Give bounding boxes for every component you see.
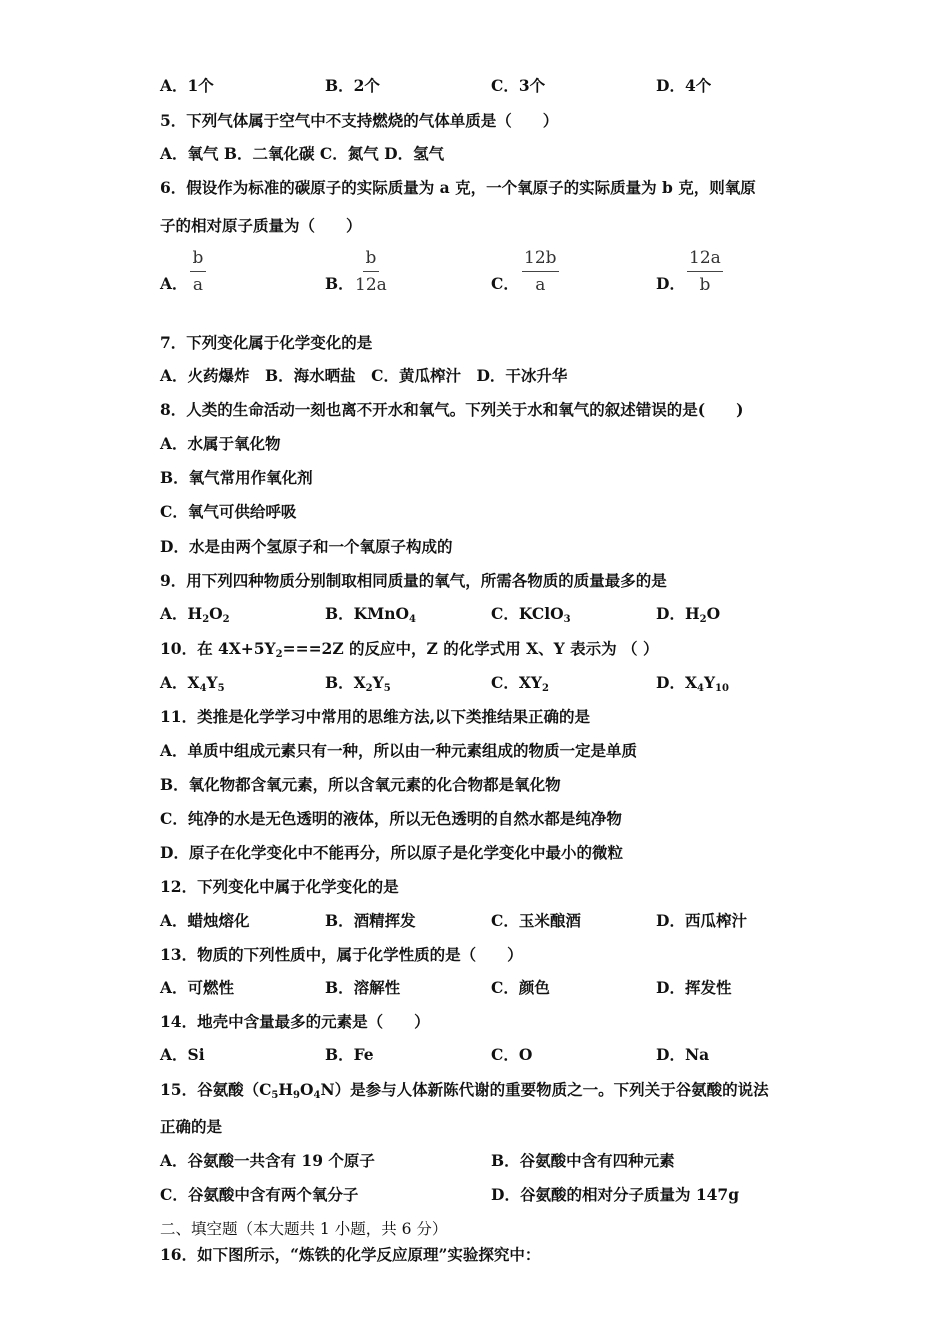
denominator: a [535,275,546,295]
numerator: b [363,248,379,272]
q6-option-a-label: A． [160,274,188,293]
q10-option-d: D．$X_4Y_{10}$ [656,673,729,694]
q6-stem-line1: 6．假设作为标准的碳原子的实际质量为 a 克，一个氧原子的实际质量为 b 克，则氧原 [160,178,756,197]
q12-option-c: C．玉米酿酒 [491,911,581,930]
q11-option-b: B．氧化物都含氧元素，所以含氧元素的化合物都是氧化物 [160,775,561,794]
q11-stem: 11．类推是化学学习中常用的思维方法,以下类推结果正确的是 [160,707,590,726]
q4-option-d: D．4个 [656,76,712,95]
numerator: 12a [687,248,723,272]
q10-option-c: C．$XY_2$ [491,673,549,694]
q14-option-c: C．O [491,1045,533,1064]
q7-options: A．火药爆炸 B．海水晒盐 C．黄瓜榨汁 D．干冰升华 [160,366,568,385]
q9-option-d: D．$H_2O$ [656,604,721,625]
q5-options: A．氧气 B．二氧化碳 C．氮气 D．氢气 [160,144,445,163]
q10-option-a: A．$X_4Y_5$ [160,673,225,694]
numerator: 12b [522,248,559,272]
q10-stem: 10．在 $4X+5Y_2===2Z$ 的反应中，Z 的化学式用 X、Y 表示为 （ ） [160,639,659,660]
q11-option-c: C．纯净的水是无色透明的液体，所以无色透明的自然水都是纯净物 [160,809,622,828]
q15-stem-line1: 15．谷氨酸$(C_5H_9O_4N)$是参与人体新陈代谢的重要物质之一。下列关于谷氨酸的说法 [160,1080,769,1101]
q15-stem-line2: 正确的是 [160,1117,223,1136]
q6-option-d-label: D． [656,274,685,293]
q7-stem: 7．下列变化属于化学变化的是 [160,333,373,352]
q8-option-b: B．氧气常用作氧化剂 [160,468,313,487]
denominator: 12a [355,275,387,295]
q4-option-b: B．2个 [325,76,380,95]
q4-option-c: C．3个 [491,76,546,95]
q12-stem: 12．下列变化中属于化学变化的是 [160,877,399,896]
denominator: b [699,275,711,295]
q4-option-a: A．1个 [160,76,214,95]
q13-option-d: D．挥发性 [656,978,732,997]
q6-stem-line2: 子的相对原子质量为（ ） [160,216,362,235]
q14-option-b: B．Fe [325,1045,374,1064]
q15-option-d: D．谷氨酸的相对分子质量为 147g [491,1185,740,1204]
q15-option-a: A．谷氨酸一共含有 19 个原子 [160,1151,375,1170]
q8-option-d: D．水是由两个氢原子和一个氧原子构成的 [160,537,453,556]
q9-option-a: A．$H_2O_2$ [160,604,230,625]
q9-option-c: C．KClO$_3$ [491,604,571,625]
q6-option-b-label: B． [325,274,354,293]
numerator: b [190,248,206,272]
q16-stem: 16．如下图所示，“炼铁的化学反应原理”实验探究中： [160,1245,541,1264]
q13-stem: 13．物质的下列性质中，属于化学性质的是（ ） [160,945,523,964]
q12-option-b: B．酒精挥发 [325,911,416,930]
q8-option-a: A．水属于氧化物 [160,434,281,453]
q6-option-c-fraction [522,248,559,295]
q12-option-d: D．西瓜榨汁 [656,911,747,930]
q9-stem: 9．用下列四种物质分别制取相同质量的氧气，所需各物质的质量最多的是 [160,571,667,590]
q13-option-c: C．颜色 [491,978,550,997]
q13-option-b: B．溶解性 [325,978,401,997]
section-heading-fill-in: 二、填空题（本大题共 1 小题，共 6 分） [160,1220,448,1238]
q10-option-b: B．$X_2Y_5$ [325,673,391,694]
q14-option-a: A．Si [160,1045,205,1064]
q8-stem: 8．人类的生命活动一刻也离不开水和氧气。下列关于水和氧气的叙述错误的是( ) [160,400,744,419]
q15-option-c: C．谷氨酸中含有两个氧分子 [160,1185,359,1204]
q13-option-a: A．可燃性 [160,978,235,997]
denominator: a [192,275,204,295]
q14-stem: 14．地壳中含量最多的元素是（ ） [160,1012,430,1031]
q5-stem: 5．下列气体属于空气中不支持燃烧的气体单质是（ ） [160,111,559,130]
q14-option-d: D．Na [656,1045,710,1064]
q11-option-a: A．单质中组成元素只有一种，所以由一种元素组成的物质一定是单质 [160,741,638,760]
q15-option-b: B．谷氨酸中含有四种元素 [491,1151,675,1170]
q6-option-d-fraction [687,248,723,295]
q6-option-b-fraction [355,248,387,295]
q6-option-c-label: C． [491,274,519,293]
q9-option-b: B．KMnO$_4$ [325,604,416,625]
q11-option-d: D．原子在化学变化中不能再分，所以原子是化学变化中最小的微粒 [160,843,623,862]
q12-option-a: A．蜡烛熔化 [160,911,250,930]
q6-option-a-fraction [190,248,206,295]
q8-option-c: C．氧气可供给呼吸 [160,502,297,521]
